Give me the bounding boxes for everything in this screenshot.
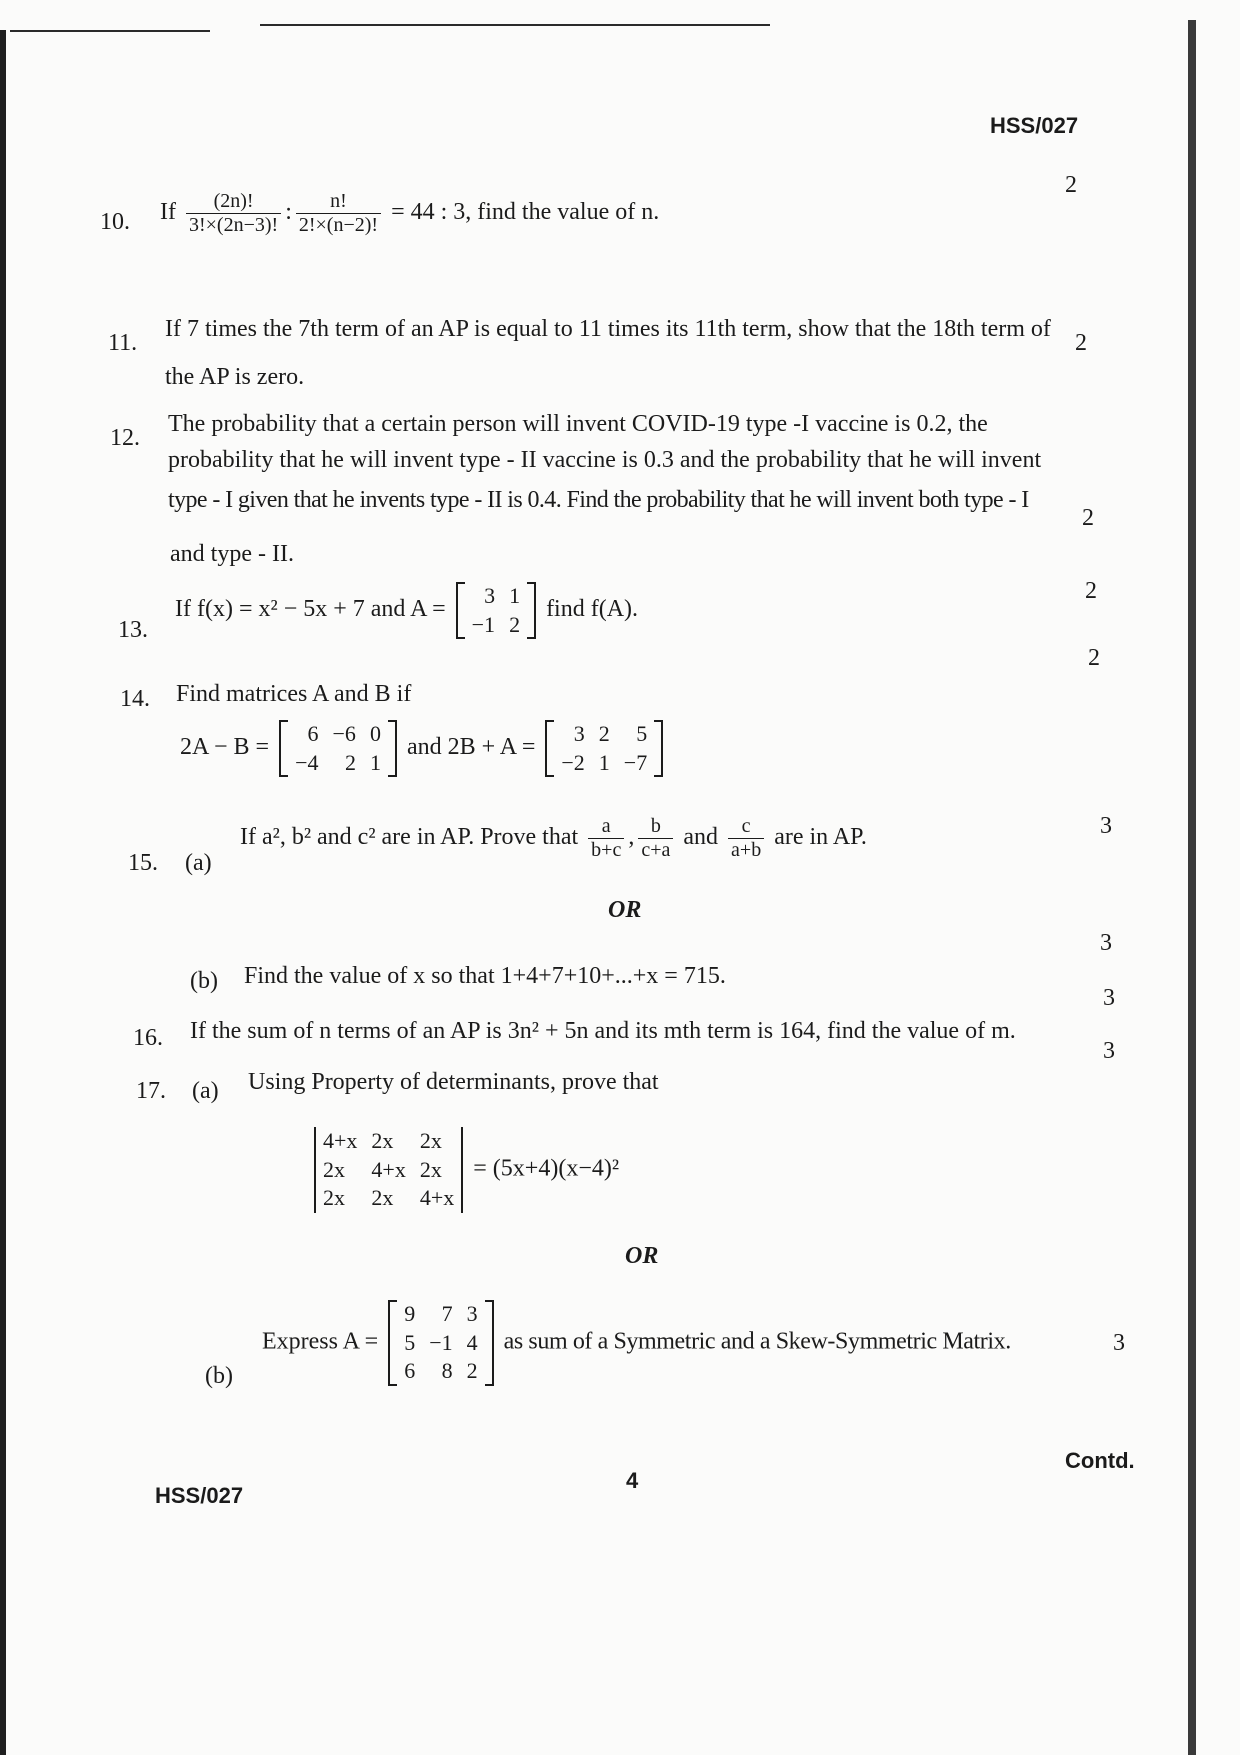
q10-tail: = 44 : 3, find the value of n. [391, 199, 660, 226]
q14-m2-cell: 1 [598, 749, 610, 775]
q14-text: Find matrices A and B if [176, 681, 412, 707]
q11-marks: 2 [1075, 330, 1087, 356]
q17-rhs: = (5x+4)(x−4)² [473, 1155, 620, 1182]
q13-number: 13. [118, 617, 148, 643]
q10-body [160, 190, 659, 237]
q12-number: 12. [110, 425, 140, 451]
q10-marks: 2 [1065, 172, 1077, 198]
q17-b-lead: Express A = [262, 1328, 379, 1355]
q17-part-b: (b) [205, 1363, 233, 1389]
q17-matrix [388, 1300, 493, 1386]
q16-text: If the sum of n terms of an AP is 3n² + 5n and its mth term is 164, find the value of m. [190, 1018, 1016, 1044]
q17-m-cell: −1 [429, 1329, 453, 1355]
footer-paper-code: HSS/027 [155, 1483, 244, 1508]
q12-line-1: The probability that a certain person will invent COVID-19 type -I vaccine is 0.2, the [168, 411, 988, 437]
q15-f3-den: a+b [731, 839, 762, 861]
q17-det-cell: 4+x [419, 1185, 455, 1211]
q17-part-a: (a) [192, 1078, 219, 1104]
q15-f2-num: b [638, 815, 673, 839]
q13-tail: find f(A). [546, 596, 639, 623]
q15-a-tail: are in AP. [774, 824, 867, 851]
q15-number: 15. [128, 850, 158, 876]
q15-fraction-3 [728, 815, 764, 862]
q12-marks: 2 [1082, 505, 1094, 531]
q13-m-cell: 2 [509, 611, 521, 637]
q13-text: If f(x) = x² − 5x + 7 and A = [175, 596, 446, 623]
q17-determinant-equation [310, 1127, 619, 1213]
q14-marks: 2 [1088, 645, 1100, 671]
q10-fraction-2 [296, 190, 381, 237]
right-scan-shadow [1188, 20, 1196, 1755]
q17-det-cell: 2x [419, 1156, 442, 1182]
q17-b-tail: as sum of a Symmetric and a Skew-Symmetric Matrix. [503, 1328, 1011, 1355]
header-paper-code: HSS/027 [990, 113, 1079, 138]
q10-fraction-1 [186, 190, 281, 237]
top-scan-line [10, 30, 210, 32]
q15-f1-den: b+c [591, 839, 622, 861]
q14-m2-cell: −2 [561, 749, 585, 775]
q15-b-text: Find the value of x so that 1+4+7+10+...+x = 715. [244, 963, 726, 989]
q10-f1-den: 3!×(2n−3)! [188, 214, 279, 236]
q15-f1-num: a [588, 815, 624, 839]
q15-marks-a: 3 [1100, 813, 1112, 839]
q14-lhs1: 2A − B = [180, 734, 270, 761]
q17-det-cell: 2x [419, 1128, 442, 1153]
q11-line-1: If 7 times the 7th term of an AP is equal to 11 times its 11th term, show that the 18th term of [165, 316, 1051, 342]
q12-line-3: type - I given that he invents type - II is 0.4. Find the probability that he will invent both type - I [168, 487, 1029, 513]
q17-m-cell: 6 [404, 1358, 416, 1384]
q14-m2-cell: 2 [598, 721, 610, 746]
q14-m1-cell: 6 [307, 721, 319, 746]
q17-number: 17. [136, 1078, 166, 1104]
q15-or: OR [608, 897, 642, 923]
q14-mid: and 2B + A = [406, 734, 536, 761]
q17-det-cell: 2x [371, 1128, 394, 1153]
left-scan-edge [0, 30, 6, 1755]
q17-m-cell: 5 [404, 1329, 416, 1355]
q13-body [175, 582, 638, 639]
q10-number: 10. [100, 209, 130, 235]
q11-number: 11. [108, 330, 138, 356]
q14-m1-cell: 2 [344, 749, 356, 775]
q17-m-cell: 4 [466, 1329, 478, 1355]
q14-m1-cell: 1 [369, 749, 381, 775]
q17-det-cell: 4+x [323, 1128, 358, 1153]
q17-m-cell: 9 [404, 1301, 416, 1326]
q15-f3-num: c [728, 815, 764, 839]
q16-number: 16. [133, 1025, 163, 1051]
footer-contd: Contd. [1065, 1448, 1135, 1473]
footer-page-number: 4 [626, 1468, 639, 1493]
q14-m1-cell: −4 [295, 749, 319, 775]
q17-b-body [262, 1300, 1011, 1386]
q13-matrix [456, 582, 536, 639]
q10-f2-den: 2!×(n−2)! [298, 214, 379, 236]
q15-fraction-1 [588, 815, 624, 862]
q17-marks-b: 3 [1113, 1330, 1125, 1356]
q10-f2-num: n! [296, 190, 381, 214]
q15-part-b: (b) [190, 968, 218, 994]
q17-m-cell: 8 [441, 1358, 453, 1384]
q15-f2-den: c+a [641, 839, 671, 861]
q17-determinant [314, 1127, 463, 1213]
q12-line-2: probability that he will invent type - II vaccine is 0.3 and the probability that he will invent [168, 447, 1042, 473]
q12-line-4: and type - II. [170, 541, 294, 567]
q14-matrix-1 [279, 720, 397, 777]
q15-fraction-2 [638, 815, 673, 862]
q10-lead: If [160, 199, 176, 226]
q14-matrix-2 [545, 720, 663, 777]
q13-marks: 2 [1085, 578, 1097, 604]
q15-and: and [683, 824, 719, 851]
q14-equations [180, 720, 667, 777]
q14-m2-cell: 5 [636, 721, 648, 746]
top-scan-line-2 [260, 24, 770, 26]
q17-m-cell: 2 [466, 1358, 478, 1384]
q17-det-cell: 2x [371, 1185, 394, 1211]
q15-part-a: (a) [185, 850, 212, 876]
q14-m2-cell: −7 [623, 749, 648, 775]
q10-f1-num: (2n)! [186, 190, 281, 214]
q13-m-cell: −1 [471, 611, 496, 637]
q16-marks: 3 [1103, 985, 1115, 1011]
q15-a-body: If a², b² and c² are in AP. Prove that $\frac{a}{b+c}$ , $\frac{b}{c+a}$ and $\frac{c}{a+b}$ are in AP. [240, 815, 867, 861]
q17-det-cell: 2x [323, 1156, 345, 1182]
q17-a-text: Using Property of determinants, prove that [248, 1069, 659, 1095]
q11-line-2: the AP is zero. [165, 364, 305, 390]
q14-m2-cell: 3 [573, 721, 585, 746]
q17-m-cell: 3 [466, 1301, 478, 1326]
q14-m1-cell: 0 [369, 721, 381, 746]
q13-m-cell: 3 [484, 583, 496, 608]
q17-or: OR [625, 1243, 659, 1269]
q13-m-cell: 1 [509, 583, 521, 608]
q14-m1-cell: −6 [332, 721, 356, 746]
q17-marks-a: 3 [1103, 1038, 1115, 1064]
q17-det-cell: 2x [323, 1185, 345, 1211]
q15-a-text: If a², b² and c² are in AP. Prove that [240, 824, 579, 851]
q17-m-cell: 7 [441, 1301, 453, 1326]
q14-number: 14. [120, 686, 150, 712]
q17-det-cell: 4+x [371, 1156, 406, 1182]
q10-sep: : [285, 199, 292, 226]
q15-marks-b: 3 [1100, 930, 1112, 956]
